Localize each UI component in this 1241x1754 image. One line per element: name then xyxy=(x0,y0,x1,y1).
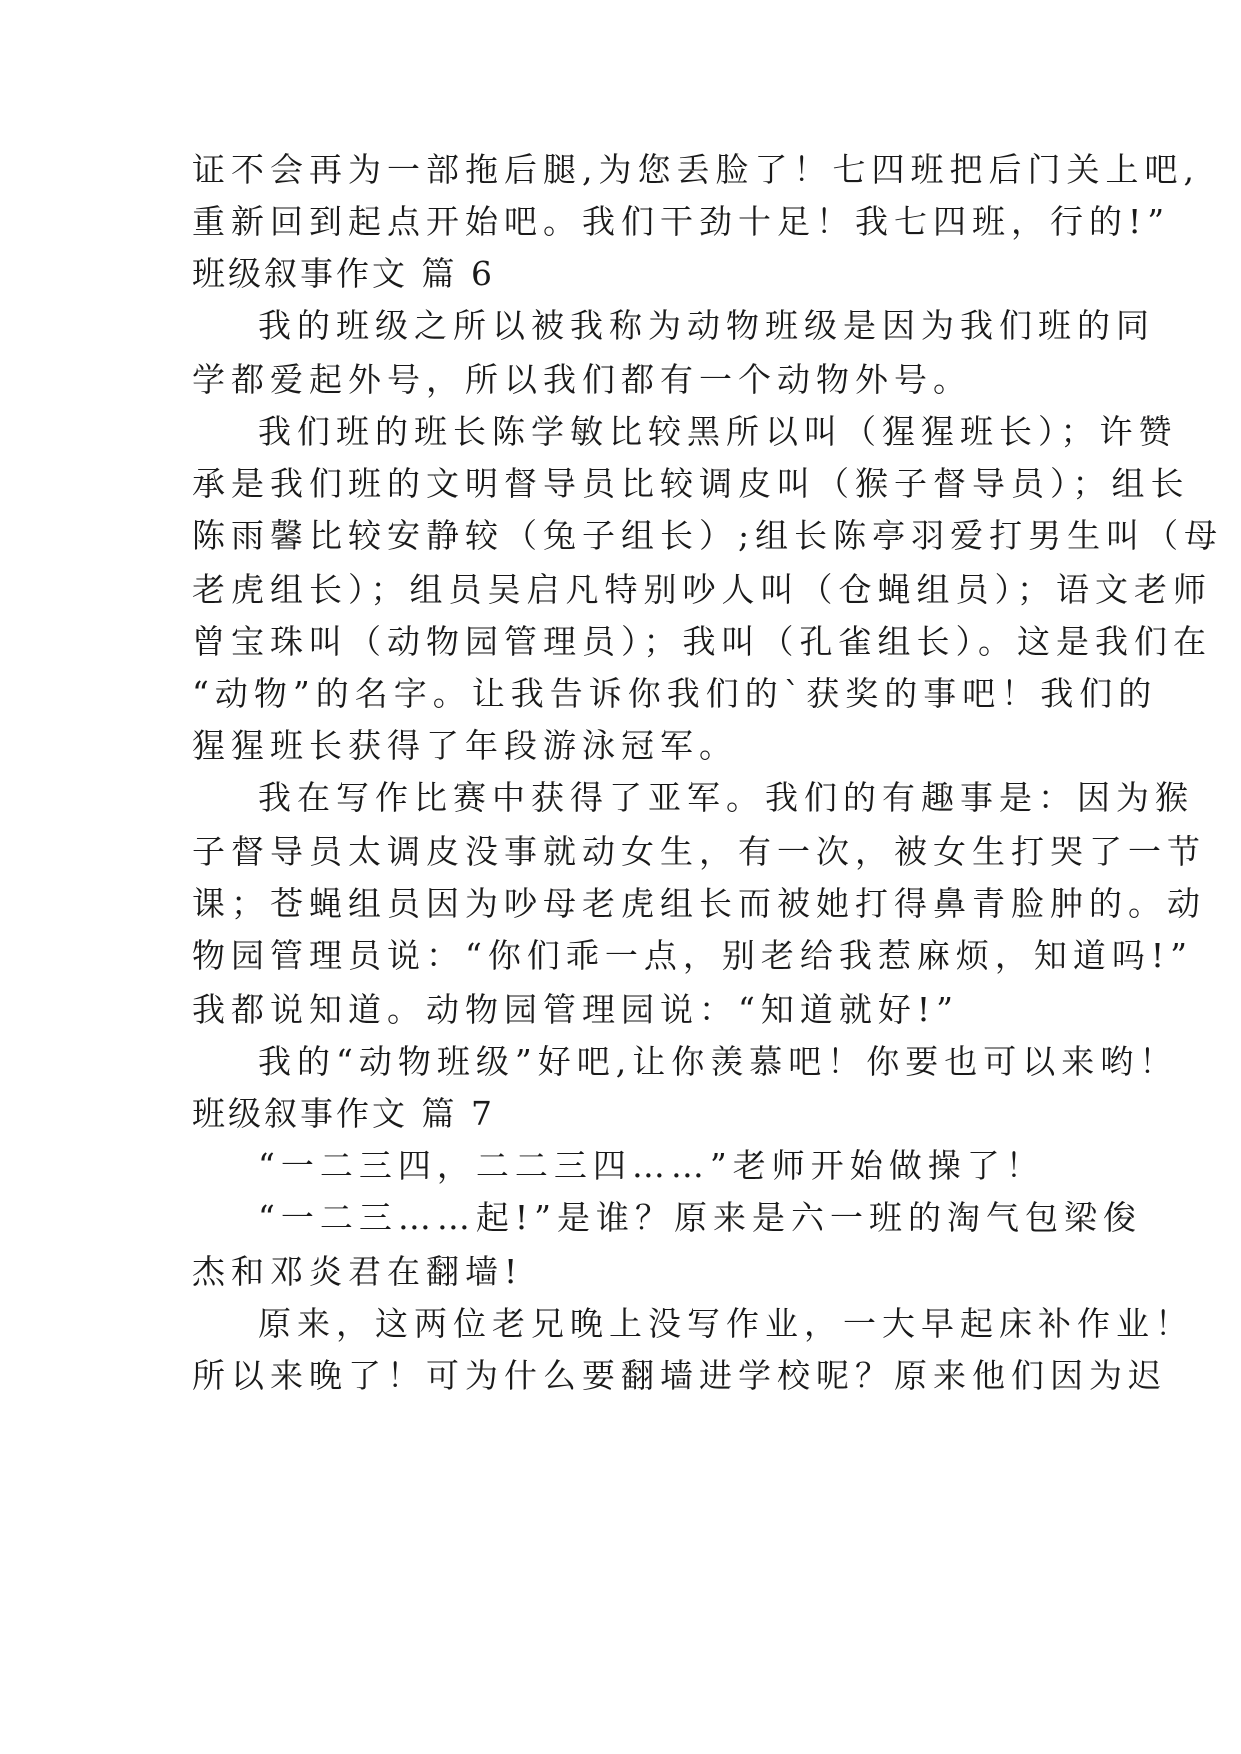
text-line: 我都说知道。动物园管理园说：“知道就好!” xyxy=(192,990,960,1029)
text-line: 所以来晚了！可为什么要翻墙进学校呢？原来他们因为迟 xyxy=(192,1356,1167,1395)
text-line: “动物”的名字。让我告诉你我们的`获奖的事吧！我们的 xyxy=(192,674,1158,713)
text-line: 课；苍蝇组员因为吵母老虎组长而被她打得鼻青脸肿的。动 xyxy=(192,884,1206,923)
text-line: 老虎组长）；组员吴启凡特别吵人叫（仓蝇组员）；语文老师 xyxy=(192,570,1212,609)
text-line: 杰和邓炎君在翻墙! xyxy=(192,1252,524,1291)
text-line: 学都爱起外号，所以我们都有一个动物外号。 xyxy=(192,360,972,399)
section-heading: 班级叙事作文 篇 6 xyxy=(192,254,495,293)
paragraph-first-line: 我的“动物班级”好吧,让你羡慕吧！你要也可以来哟！ xyxy=(258,1042,1179,1081)
text-line: 物园管理员说：“你们乖一点，别老给我惹麻烦，知道吗!” xyxy=(192,936,1194,975)
section-heading: 班级叙事作文 篇 7 xyxy=(192,1094,495,1133)
text-line: 猩猩班长获得了年段游泳冠军。 xyxy=(192,726,738,765)
paragraph-first-line: 我的班级之所以被我称为动物班级是因为我们班的同 xyxy=(258,306,1155,345)
paragraph-first-line: “一二三四，二二三四……”老师开始做操了！ xyxy=(258,1146,1045,1185)
text-line: 证不会再为一部拖后腿,为您丢脸了！七四班把后门关上吧, xyxy=(192,150,1200,189)
paragraph-first-line: 我们班的班长陈学敏比较黑所以叫（猩猩班长）；许赞 xyxy=(258,412,1178,451)
paragraph-first-line: “一二三……起!”是谁？原来是六一班的淘气包梁俊 xyxy=(258,1198,1143,1237)
paragraph-first-line: 原来，这两位老兄晚上没写作业，一大早起床补作业！ xyxy=(258,1304,1194,1343)
text-line: 承是我们班的文明督导员比较调皮叫（猴子督导员）；组长 xyxy=(192,464,1190,503)
text-line: 曾宝珠叫（动物园管理员）；我叫（孔雀组长）。这是我们在 xyxy=(192,622,1212,661)
text-line: 陈雨馨比较安静较（兔子组长）;组长陈亭羽爱打男生叫（母 xyxy=(192,516,1224,555)
text-line: 子督导员太调皮没事就动女生，有一次，被女生打哭了一节 xyxy=(192,832,1206,871)
paragraph-first-line: 我在写作比赛中获得了亚军。我们的有趣事是：因为猴 xyxy=(258,778,1194,817)
text-line: 重新回到起点开始吧。我们干劲十足！我七四班，行的!” xyxy=(192,202,1171,241)
